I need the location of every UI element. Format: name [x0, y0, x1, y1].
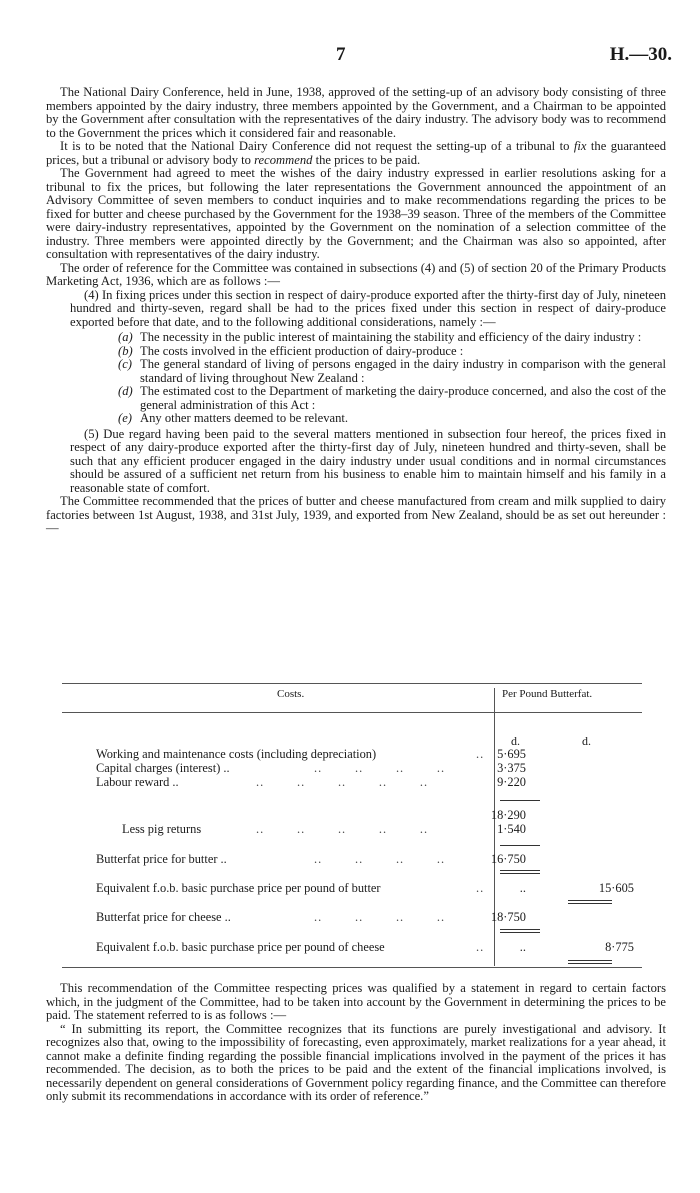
double-rule-cheese	[500, 929, 540, 930]
table-top-rule	[62, 683, 642, 684]
table-row: Equivalent f.o.b. basic purchase price per pound of cheese .. .. 8·775	[96, 940, 634, 954]
table-row: Butterfat price for butter .. .. .. .. .. 16·750	[96, 852, 526, 866]
committee-statement-quote: “ In submitting its report, the Committee recognizes that its functions are purely investigational and advisory. It recognizes also that, owing to the impossibility of forecasting, even approximately, market realizations for a year ahead, it cannot make a definite finding regarding the possible financial implications involved in the payment of the prices it has recommended. The decision, as to both the prices to be paid and the extent of the financial implications involved, is necessarily dependent on general considerations of Government policy regarding finance, and the Committee can therefore only submit its recommendations in accordance with its order of reference.”	[46, 1021, 667, 1103]
document-reference: H.—30.	[609, 44, 672, 65]
clause-list	[118, 331, 666, 426]
subtotal-rule	[500, 800, 540, 801]
page-header	[0, 44, 700, 68]
unit-label-2: d.	[582, 734, 591, 748]
paragraph-conference: The National Dairy Conference, held in June, 1938, approved of the setting-up of an advisory body consisting of three members appointed by the dairy industry, three members appointed by the Government, and a Chairman to be appointed by the Government after consultation with the representatives of the dairy industry. The advisory body was to recommend to the Government the prices which it considered fair and reasonable.	[46, 85, 666, 140]
table-row: Labour reward .. .. .. .. .. .. 9·220	[96, 775, 526, 789]
clause-item: (d) The estimated cost to the Department of marketing the dairy-produce concerned, and also the cost of the general administration of this Act :	[118, 384, 666, 412]
subsection-5: (5) Due regard having been paid to the several matters mentioned in subsection four hereof, the prices fixed in respect of any dairy-produce exported after the thirty-first day of July, nineteen hundred and thirty-seven, shall be such that any efficient producer engaged in the dairy industry under usual conditions and in normal circumstances should be assured of a sufficient net return from his business to enable him to maintain himself and his family in a reasonable state of comfort.	[70, 426, 666, 495]
table-row: Butterfat price for cheese .. .. .. .. .. 18·750	[96, 910, 526, 924]
table-header-rule	[62, 712, 642, 713]
table-bottom-rule	[62, 967, 642, 968]
paragraph-recommendation: The Committee recommended that the prices of butter and cheese manufactured from cream and milk supplied to dairy factories between 1st August, 1938, and 31st July, 1939, and exported from New Zealand, should be as set out hereunder :—	[46, 494, 666, 535]
table-header	[62, 688, 642, 708]
emphasis-recommend: recommend	[254, 152, 313, 167]
table-row: 18·290	[490, 808, 526, 822]
paragraph-government: The Government had agreed to meet the wishes of the dairy industry expressed in earlier resolutions asking for a tribunal to fix the prices, but following the later representations the Government announced the appointment of an Advisory Committee of seven members to conduct inquiries and to make recommendations regarding the prices to be fixed for butter and cheese purchased by the Government for the 1938–39 season. Three of the members of the Committee were dairy-industry representatives, appointed by the Government on the nomination of a selection committee of the industry. Three members were appointed directly by the Government; and the Chairman was also so appointed, after consultation with representatives of the dairy industry.	[46, 166, 666, 261]
emphasis-fix: fix	[573, 139, 587, 153]
double-rule-butter-final	[568, 900, 612, 901]
clause-item: (b) The costs involved in the efficient production of dairy-produce :	[118, 343, 464, 358]
total-rule	[500, 845, 540, 846]
column-header-per-pound: Per Pound Butterfat.	[502, 688, 593, 700]
clause-item: (e) Any other matters deemed to be relevant.	[118, 411, 349, 425]
double-rule-butter	[500, 870, 540, 871]
unit-label-1: d.	[511, 734, 520, 748]
subsection-4: (4) In fixing prices under this section in respect of dairy-produce exported after the thirty-first day of July, nineteen hundred and thirty-seven, regard shall be had to the prices fixed under this section in respect of dairy-produce exported before that date, and to the following additional considerations, namely :—	[70, 287, 666, 329]
closing-text	[46, 982, 666, 1104]
page-number: 7	[336, 44, 346, 65]
table-row: Less pig returns .. .. .. .. .. 1·540	[122, 822, 526, 836]
main-text	[46, 86, 666, 536]
paragraph-order-of-reference: The order of reference for the Committee was contained in subsections (4) and (5) of section 20 of the Primary Products Marketing Act, 1936, which are as follows :—	[46, 260, 666, 288]
table-row: Equivalent f.o.b. basic purchase price per pound of butter .. .. 15·605	[96, 881, 634, 895]
table-row: Working and maintenance costs (including depreciation) .. 5·695	[96, 747, 526, 761]
column-header-costs: Costs.	[277, 688, 305, 700]
clause-item: (a) The necessity in the public interest of maintaining the stability and efficiency of the dairy industry :	[118, 330, 642, 344]
clause-item: (c) The general standard of living of persons engaged in the dairy industry in comparison with the general standard of living throughout New Zealand :	[118, 357, 666, 385]
paragraph-qualification: This recommendation of the Committee respecting prices was qualified by a statement in regard to certain factors which, in the judgment of the Committee, had to be taken into account by the Government in determining the prices to be paid. The statement referred to is as follows :—	[46, 981, 666, 1022]
double-rule-cheese-final	[568, 960, 612, 961]
table-row: Capital charges (interest) .. .. .. .. .. 3·375	[96, 761, 526, 775]
paragraph-note: It is to be noted that the National Dairy Conference did not request the setting-up of a tribunal to fix the guaranteed prices, but a tribunal or advisory body to recommend the prices to be paid.	[46, 139, 666, 167]
